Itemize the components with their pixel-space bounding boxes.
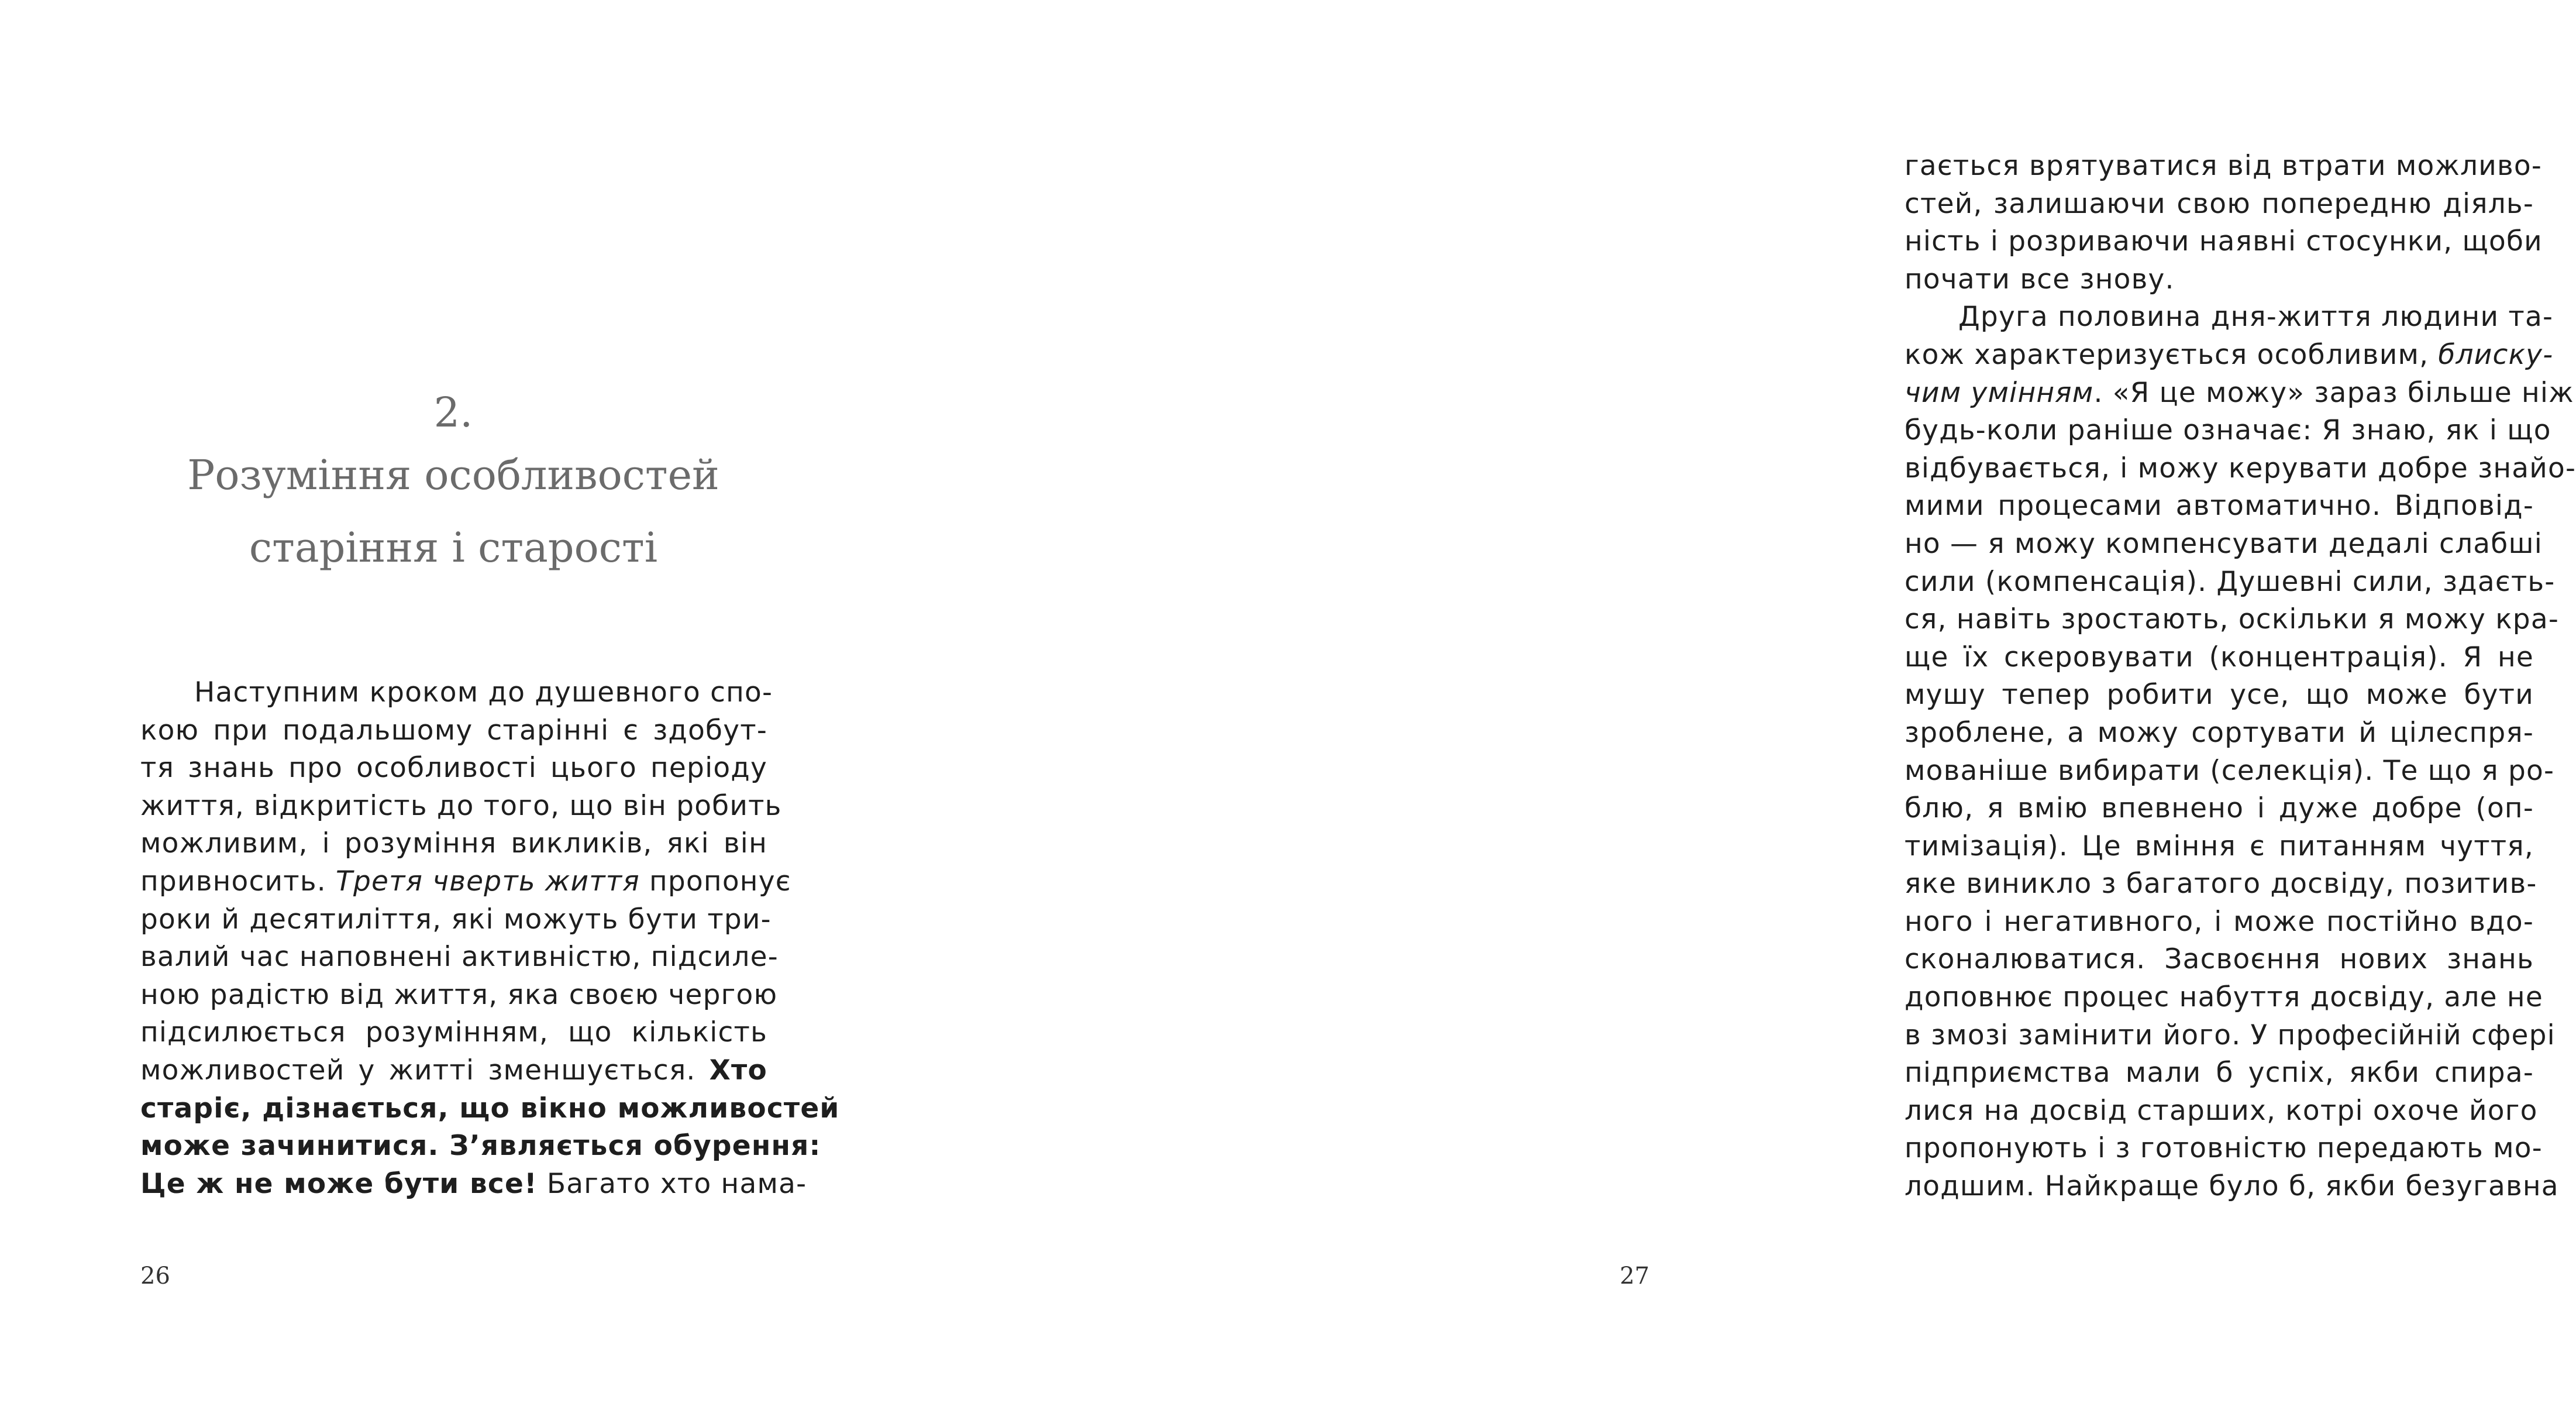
text-line — [1905, 790, 2534, 828]
right-body-text — [1905, 147, 2576, 1206]
text-segment: ся, навіть зростають, оскільки я можу кра- — [1905, 603, 2559, 636]
text-segment: можливим, і розуміння викликів, які він — [140, 827, 767, 860]
text-segment: но — я можу компенсувати дедалі слабші — [1905, 527, 2543, 560]
text-line — [140, 674, 773, 712]
text-segment: кож характеризується особливим, — [1905, 338, 2439, 371]
text-segment: тимізація). Це вміння є питанням чуття, — [1905, 830, 2534, 862]
text-line — [1905, 261, 2534, 299]
text-line — [1905, 941, 2534, 979]
text-line — [1905, 601, 2559, 639]
italic-text: блиску- — [2438, 338, 2554, 371]
text-segment: кою при подальшому старінні є здобут- — [140, 714, 767, 747]
page-number-left: 26 — [140, 1263, 170, 1289]
text-segment: валий час наповнені активністю, підсиле- — [140, 941, 779, 974]
text-segment: мушу тепер робити усе, що може бути — [1905, 679, 2534, 711]
text-line — [1905, 752, 2555, 790]
text-line — [140, 938, 779, 976]
text-line — [1905, 450, 2576, 488]
text-line — [1905, 563, 2556, 601]
text-line — [140, 863, 791, 901]
text-segment: зроблене, а можу сортувати й цілеспря- — [1905, 716, 2534, 749]
text-segment: мими процесами автоматично. Відповід- — [1905, 490, 2534, 522]
text-segment: мованіше вибирати (селекція). Те що я ро- — [1905, 754, 2555, 787]
text-segment: Багато хто нама- — [537, 1167, 807, 1200]
text-segment: роки й десятиліття, які можуть бути три- — [140, 903, 772, 936]
text-line — [1905, 676, 2534, 714]
text-segment: яке виникло з багатого досвіду, позитив- — [1905, 868, 2537, 900]
text-line — [1905, 223, 2543, 261]
text-segment: тя знань про особливості цього періоду — [140, 752, 767, 785]
text-line — [140, 1127, 821, 1165]
text-line — [140, 1090, 840, 1128]
text-segment: почати все знову. — [1905, 263, 2175, 295]
chapter-heading — [140, 386, 766, 584]
text-line — [140, 1052, 767, 1090]
text-line — [1905, 374, 2574, 412]
text-segment: . «Я це можу» зараз більше ніж — [2093, 376, 2574, 409]
text-line — [140, 788, 782, 826]
text-segment: в змозі замінити його. У професійній сфері — [1905, 1019, 2556, 1051]
text-segment: пропонує — [639, 865, 791, 897]
text-segment: лися на досвід старших, котрі охоче його — [1905, 1094, 2538, 1127]
italic-text: чим умінням — [1905, 376, 2094, 409]
text-line — [1905, 298, 2554, 336]
bold-text: Хто — [709, 1054, 767, 1086]
text-line — [140, 749, 767, 788]
left-body-text — [140, 674, 840, 1203]
text-segment: гається врятуватися від втрати можливо- — [1905, 150, 2543, 182]
text-line — [1905, 639, 2534, 677]
text-segment: відбувається, і можу керувати добре знайо- — [1905, 452, 2576, 484]
text-line — [1905, 828, 2534, 866]
text-segment: Друга половина дня-життя людини та- — [1958, 301, 2554, 333]
left-page — [0, 0, 884, 1403]
chapter-number: 2. — [433, 388, 473, 436]
text-segment: підсилюється розумінням, що кількість — [140, 1016, 767, 1049]
text-line — [140, 976, 778, 1015]
chapter-title-line-1: Розуміння особливостей — [187, 451, 719, 499]
text-line — [1905, 147, 2543, 185]
text-line — [140, 901, 772, 939]
text-segment: пропонують і з готовністю передають мо- — [1905, 1132, 2543, 1165]
text-line — [140, 712, 767, 750]
text-line — [1905, 903, 2534, 941]
text-segment: сили (компенсація). Душевні сили, здаєть- — [1905, 565, 2556, 598]
text-segment: ною радістю від життя, яка своєю чергою — [140, 978, 778, 1011]
bold-text: старіє, дізнається, що вікно можливостей — [140, 1092, 840, 1125]
right-page — [884, 0, 2576, 1403]
text-segment: привносить. — [140, 865, 336, 897]
text-line — [1905, 865, 2537, 903]
text-segment: ність і розриваючи наявні стосунки, щоби — [1905, 225, 2543, 258]
text-segment: ще їх скеровувати (концентрація). Я не — [1905, 641, 2534, 673]
text-line — [140, 825, 767, 863]
text-segment: лодшим. Найкраще було б, якби безугавна — [1905, 1170, 2559, 1203]
text-segment: доповнює процес набуття досвіду, але не — [1905, 981, 2543, 1014]
text-segment: життя, відкритість до того, що він робить — [140, 789, 782, 822]
text-line — [140, 1014, 767, 1052]
text-segment: блю, я вмію впевнено і дуже добре (оп- — [1905, 792, 2534, 825]
text-line — [1905, 1054, 2534, 1092]
text-segment: підприємства мали б успіх, якби спира- — [1905, 1057, 2534, 1089]
text-line — [1905, 185, 2534, 223]
text-line — [1905, 1017, 2556, 1055]
text-line — [1905, 1130, 2543, 1168]
text-line — [1905, 1168, 2559, 1206]
text-segment: ного і негативного, і може постійно вдо- — [1905, 905, 2534, 938]
text-line — [1905, 412, 2551, 450]
text-segment: Наступним кроком до душевного спо- — [194, 676, 773, 709]
text-segment: будь-коли раніше означає: Я знаю, як і що — [1905, 414, 2551, 447]
text-segment: стей, залишаючи свою попередню діяль- — [1905, 187, 2534, 220]
text-line — [1905, 487, 2534, 525]
text-line — [140, 1165, 807, 1203]
page-number-right: 27 — [1620, 1263, 1649, 1289]
text-segment: сконалюватися. Засвоєння нових знань — [1905, 943, 2534, 976]
text-line — [1905, 979, 2543, 1017]
text-line — [1905, 714, 2534, 752]
text-line — [1905, 1092, 2538, 1130]
chapter-title-line-2: старіння і старості — [249, 524, 658, 572]
italic-text: Третя чверть життя — [336, 865, 640, 897]
text-line — [1905, 336, 2554, 374]
text-segment: можливостей у житті зменшується. — [140, 1054, 710, 1086]
bold-text: Це ж не може бути все! — [140, 1167, 538, 1200]
text-line — [1905, 525, 2543, 563]
bold-text: може зачинитися. З’являється обурення: — [140, 1130, 821, 1163]
